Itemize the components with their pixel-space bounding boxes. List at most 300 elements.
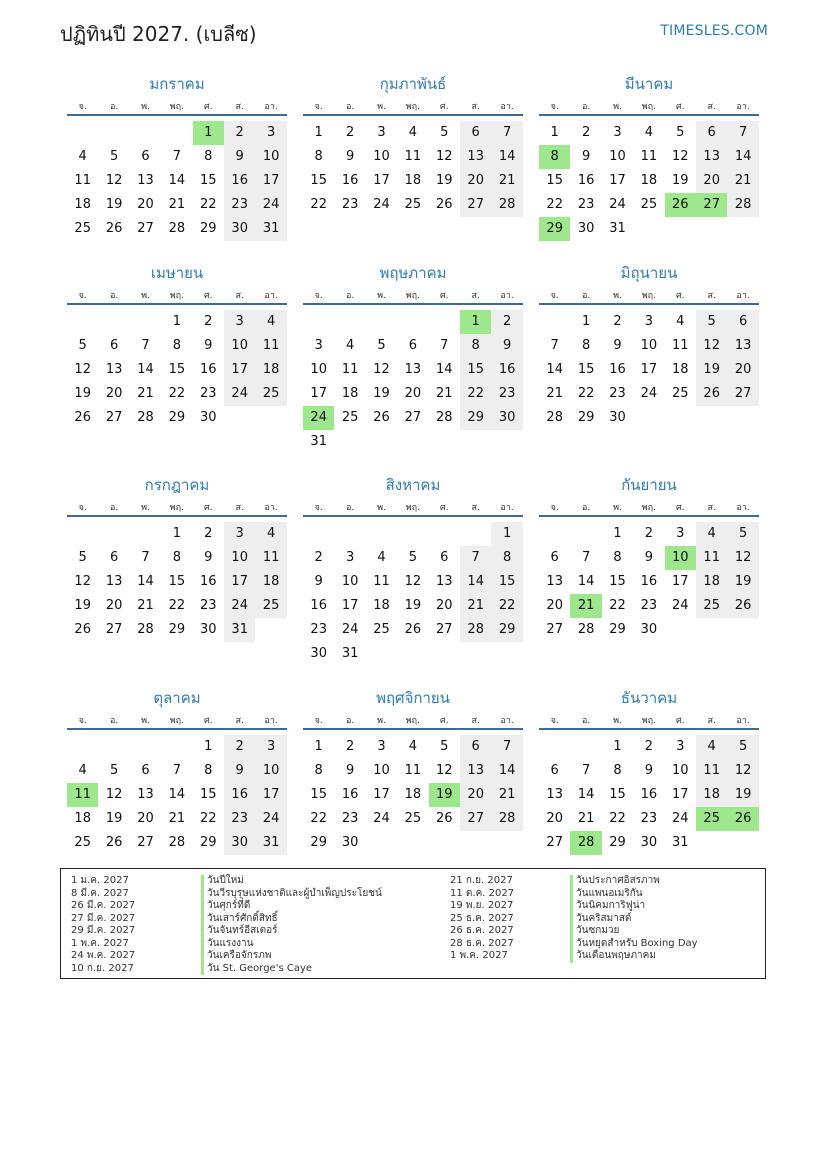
calendar-day: 25 bbox=[696, 594, 727, 618]
weekday-label: อ. bbox=[109, 102, 119, 112]
calendar-day: 10 bbox=[373, 763, 390, 778]
holiday-date: 21 ก.ย. 2027 bbox=[450, 875, 513, 886]
calendar-day: 21 bbox=[577, 811, 595, 826]
weekday-label: พฤ. bbox=[405, 503, 420, 513]
calendar-day: 3 bbox=[345, 550, 355, 565]
calendar-day: 13 bbox=[436, 574, 453, 589]
calendar-day: 24 bbox=[255, 807, 286, 831]
calendar-day: 24 bbox=[373, 811, 390, 826]
holiday-date: 11 ต.ค. 2027 bbox=[450, 887, 515, 899]
calendar-day: 10 bbox=[224, 334, 255, 358]
calendar-day: 27 bbox=[404, 410, 422, 425]
header-rule bbox=[303, 303, 523, 305]
holiday-day: 28 bbox=[570, 831, 601, 855]
holiday-name: วันวีรบุรุษแห่งชาติและผู้บำเพ็ญประโยชน์ bbox=[201, 888, 382, 901]
calendar-day: 11 bbox=[404, 149, 422, 164]
weekday-label: อ. bbox=[109, 716, 119, 726]
weekday-label: อ. bbox=[109, 503, 119, 513]
weekday-label: จ. bbox=[314, 291, 323, 301]
calendar-day: 16 bbox=[640, 787, 658, 802]
calendar-day: 19 bbox=[436, 173, 453, 188]
calendar-day: 19 bbox=[105, 197, 123, 212]
calendar-day: 12 bbox=[105, 787, 123, 802]
holiday-name: วันซกมวย bbox=[570, 925, 698, 938]
calendar-day: 2 bbox=[204, 526, 213, 541]
weekday-label: ศ. bbox=[440, 716, 449, 726]
weekday-label: ศ. bbox=[676, 503, 685, 513]
calendar-day: 19 bbox=[727, 783, 758, 807]
weekday-label: พฤ. bbox=[405, 716, 420, 726]
holiday-day: 29 bbox=[539, 217, 570, 241]
calendar-day: 28 bbox=[577, 622, 595, 637]
calendar-day: 9 bbox=[314, 574, 323, 589]
weekday-label: จ. bbox=[314, 503, 323, 513]
calendar-day: 22 bbox=[491, 594, 522, 618]
month-6 bbox=[539, 261, 759, 441]
weekday-label: ส. bbox=[707, 503, 716, 513]
calendar-day: 6 bbox=[109, 550, 119, 565]
calendar-day: 1 bbox=[172, 526, 182, 541]
calendar-day: 4 bbox=[377, 550, 386, 565]
calendar-day: 7 bbox=[172, 763, 182, 778]
holiday-day: 11 bbox=[67, 783, 98, 807]
month-9 bbox=[539, 473, 759, 653]
calendar-day: 14 bbox=[460, 570, 491, 594]
calendar-day: 10 bbox=[255, 145, 286, 169]
weekday-label: จ. bbox=[550, 291, 559, 301]
calendar-day: 6 bbox=[727, 310, 758, 334]
calendar-day: 22 bbox=[609, 598, 626, 613]
weekday-label: ส. bbox=[707, 102, 716, 112]
calendar-day: 19 bbox=[672, 173, 689, 188]
calendar-day: 23 bbox=[341, 197, 359, 212]
calendar-day: 18 bbox=[404, 787, 422, 802]
calendar-day: 20 bbox=[696, 169, 727, 193]
calendar-day: 13 bbox=[105, 362, 123, 377]
calendar-day: 11 bbox=[74, 173, 91, 188]
calendar-day: 19 bbox=[727, 570, 758, 594]
calendar-day: 30 bbox=[224, 831, 255, 855]
calendar-day: 21 bbox=[491, 169, 522, 193]
calendar-day: 30 bbox=[341, 835, 359, 850]
calendar-day: 16 bbox=[491, 358, 522, 382]
calendar-day: 22 bbox=[310, 811, 327, 826]
calendar-day: 7 bbox=[491, 735, 522, 759]
calendar-day: 26 bbox=[105, 221, 123, 236]
holiday-date: 25 ธ.ค. 2027 bbox=[450, 912, 514, 924]
holiday-name: วันนิคมการิฟูน่า bbox=[570, 900, 698, 913]
weekday-label: จ. bbox=[550, 716, 559, 726]
calendar-day: 4 bbox=[345, 338, 355, 353]
month-7 bbox=[67, 473, 287, 653]
month-8 bbox=[303, 473, 523, 661]
weekday-label: จ. bbox=[550, 503, 559, 513]
weekday-label: อา. bbox=[500, 503, 514, 513]
calendar-day: 24 bbox=[672, 811, 689, 826]
calendar-day: 11 bbox=[255, 546, 286, 570]
calendar-day: 6 bbox=[696, 121, 727, 145]
calendar-day: 18 bbox=[255, 570, 286, 594]
calendar-day: 24 bbox=[255, 193, 286, 217]
calendar-day: 30 bbox=[609, 410, 626, 425]
calendar-day: 18 bbox=[404, 173, 422, 188]
weekday-label: พ. bbox=[613, 716, 622, 726]
calendar-day: 4 bbox=[78, 149, 87, 164]
calendar-day: 8 bbox=[172, 338, 182, 353]
calendar-day: 24 bbox=[609, 197, 626, 212]
calendar-day: 28 bbox=[436, 410, 453, 425]
calendar-day: 23 bbox=[310, 622, 327, 637]
calendar-day: 11 bbox=[341, 362, 359, 377]
calendar-day: 20 bbox=[460, 169, 491, 193]
holiday-name: วันเสาร์ศักดิ์สิทธิ์ bbox=[201, 913, 382, 926]
calendar-day: 7 bbox=[141, 550, 150, 565]
weekday-label: จ. bbox=[78, 291, 87, 301]
calendar-day: 6 bbox=[141, 763, 150, 778]
holiday-name: วันจันทร์อีสเตอร์ bbox=[201, 925, 382, 938]
calendar-day: 27 bbox=[105, 622, 123, 637]
calendar-day: 2 bbox=[491, 310, 522, 334]
calendar-day: 21 bbox=[137, 386, 154, 401]
calendar-day: 21 bbox=[137, 598, 154, 613]
calendar-day: 6 bbox=[109, 338, 119, 353]
calendar-day: 2 bbox=[224, 735, 255, 759]
calendar-day: 13 bbox=[460, 145, 491, 169]
calendar-day: 9 bbox=[644, 763, 654, 778]
holiday-day: 27 bbox=[696, 193, 727, 217]
month-12 bbox=[539, 686, 759, 866]
weekday-label: พ. bbox=[141, 716, 150, 726]
calendar-day: 31 bbox=[310, 434, 327, 449]
calendar-day: 18 bbox=[255, 358, 286, 382]
weekday-label: ศ. bbox=[440, 503, 449, 513]
month-name: มกราคม bbox=[149, 75, 205, 93]
calendar-day: 15 bbox=[577, 362, 595, 377]
calendar-day: 8 bbox=[314, 763, 323, 778]
weekday-label: จ. bbox=[314, 102, 323, 112]
holiday-names-column-2 bbox=[570, 875, 698, 963]
calendar-day: 8 bbox=[460, 334, 491, 358]
calendar-day: 29 bbox=[609, 622, 626, 637]
weekday-label: อา. bbox=[264, 716, 278, 726]
month-1 bbox=[67, 72, 287, 252]
calendar-day: 22 bbox=[200, 811, 217, 826]
weekday-label: พ. bbox=[377, 102, 386, 112]
calendar-day: 12 bbox=[727, 546, 758, 570]
calendar-day: 8 bbox=[581, 338, 591, 353]
weekday-label: อ. bbox=[345, 503, 355, 513]
calendar-day: 5 bbox=[109, 763, 119, 778]
calendar-day: 24 bbox=[373, 197, 390, 212]
calendar-day: 14 bbox=[491, 759, 522, 783]
calendar-day: 15 bbox=[168, 362, 186, 377]
holiday-name: วันแพนอเมริกัน bbox=[570, 888, 698, 901]
calendar-day: 12 bbox=[373, 362, 390, 377]
calendar-day: 5 bbox=[727, 522, 758, 546]
calendar-day: 1 bbox=[491, 522, 522, 546]
calendar-day: 16 bbox=[341, 787, 359, 802]
calendar-day: 9 bbox=[345, 763, 355, 778]
calendar-day: 8 bbox=[613, 550, 622, 565]
calendar-day: 18 bbox=[373, 598, 390, 613]
page-title: ปฏิทินปี 2027. (เบลีซ) bbox=[60, 22, 257, 46]
calendar-day: 24 bbox=[224, 594, 255, 618]
header-rule bbox=[67, 114, 287, 116]
holiday-date: 28 ธ.ค. 2027 bbox=[450, 937, 514, 949]
calendar-day: 27 bbox=[727, 382, 758, 406]
month-3 bbox=[539, 72, 759, 252]
holiday-name: วันประกาศอิสรภาพ bbox=[570, 875, 698, 888]
calendar-day: 31 bbox=[255, 217, 286, 241]
weekday-label: อ. bbox=[109, 291, 119, 301]
calendar-day: 11 bbox=[255, 334, 286, 358]
calendar-day: 2 bbox=[644, 739, 654, 754]
weekday-label: อ. bbox=[345, 291, 355, 301]
calendar-day: 25 bbox=[341, 410, 359, 425]
calendar-day: 1 bbox=[314, 739, 323, 754]
weekday-label: ศ. bbox=[204, 102, 213, 112]
calendar-day: 23 bbox=[577, 197, 595, 212]
weekday-label: พ. bbox=[377, 291, 386, 301]
calendar-day: 27 bbox=[137, 835, 154, 850]
calendar-day: 5 bbox=[78, 550, 87, 565]
calendar-day: 12 bbox=[672, 149, 689, 164]
weekday-label: อ. bbox=[581, 291, 591, 301]
calendar-day: 28 bbox=[168, 221, 186, 236]
calendar-day: 9 bbox=[581, 149, 591, 164]
calendar-day: 20 bbox=[105, 598, 123, 613]
calendar-day: 2 bbox=[644, 526, 654, 541]
calendar-day: 28 bbox=[460, 618, 491, 642]
calendar-day: 8 bbox=[172, 550, 182, 565]
calendar-day: 20 bbox=[105, 386, 123, 401]
calendar-day: 7 bbox=[172, 149, 182, 164]
calendar-day: 27 bbox=[436, 622, 453, 637]
holiday-name: วันปีใหม่ bbox=[201, 875, 382, 888]
calendar-day: 18 bbox=[696, 570, 727, 594]
calendar-day: 17 bbox=[373, 787, 390, 802]
weekday-label: พ. bbox=[377, 716, 386, 726]
calendar-day: 17 bbox=[224, 358, 255, 382]
calendar-day: 23 bbox=[640, 811, 658, 826]
calendar-day: 6 bbox=[440, 550, 449, 565]
holiday-date: 1 ม.ค. 2027 bbox=[71, 875, 129, 886]
calendar-day: 24 bbox=[341, 622, 359, 637]
holiday-day: 1 bbox=[193, 121, 224, 145]
calendar-day: 18 bbox=[672, 362, 689, 377]
calendar-day: 4 bbox=[255, 310, 286, 334]
calendar-day: 3 bbox=[377, 739, 386, 754]
calendar-day: 29 bbox=[168, 622, 186, 637]
calendar-day: 26 bbox=[74, 622, 91, 637]
weekday-label: อา. bbox=[500, 291, 514, 301]
calendar-day: 2 bbox=[345, 125, 355, 140]
calendar-day: 29 bbox=[200, 221, 217, 236]
calendar-day: 17 bbox=[640, 362, 658, 377]
weekday-label: จ. bbox=[78, 716, 87, 726]
calendar-day: 5 bbox=[696, 310, 727, 334]
calendar-day: 9 bbox=[613, 338, 622, 353]
holiday-date: 10 ก.ย. 2027 bbox=[71, 962, 134, 974]
calendar-day: 3 bbox=[224, 522, 255, 546]
holiday-day: 21 bbox=[570, 594, 601, 618]
calendar-day: 22 bbox=[200, 197, 217, 212]
weekday-label: ส. bbox=[471, 102, 480, 112]
calendar-day: 9 bbox=[204, 550, 213, 565]
calendar-day: 14 bbox=[491, 145, 522, 169]
calendar-day: 15 bbox=[310, 787, 327, 802]
calendar-day: 4 bbox=[408, 739, 418, 754]
calendar-day: 21 bbox=[727, 169, 758, 193]
calendar-day: 5 bbox=[408, 550, 418, 565]
calendar-day: 20 bbox=[727, 358, 758, 382]
weekday-label: พ. bbox=[377, 503, 386, 513]
calendar-day: 3 bbox=[676, 526, 685, 541]
calendar-day: 28 bbox=[727, 193, 758, 217]
month-name: กรกฎาคม bbox=[144, 476, 210, 494]
calendar-day: 12 bbox=[436, 149, 453, 164]
calendar-day: 9 bbox=[491, 334, 522, 358]
weekday-label: อา. bbox=[736, 503, 750, 513]
calendar-day: 29 bbox=[310, 835, 327, 850]
month-name: พฤศจิกายน bbox=[376, 689, 450, 707]
calendar-day: 27 bbox=[137, 221, 154, 236]
header-rule bbox=[67, 515, 287, 517]
calendar-day: 4 bbox=[696, 522, 727, 546]
calendar-day: 7 bbox=[581, 550, 591, 565]
calendar-day: 20 bbox=[546, 598, 563, 613]
holiday-name: วัน St. George's Caye bbox=[201, 963, 382, 976]
calendar-day: 27 bbox=[105, 410, 123, 425]
brand-link[interactable]: TIMESLES.COM bbox=[660, 23, 768, 39]
calendar-day: 21 bbox=[546, 386, 563, 401]
calendar-day: 25 bbox=[255, 382, 286, 406]
calendar-day: 19 bbox=[404, 598, 422, 613]
calendar-day: 22 bbox=[609, 811, 626, 826]
calendar-day: 13 bbox=[137, 173, 154, 188]
calendar-day: 3 bbox=[644, 314, 654, 329]
month-name: มีนาคม bbox=[624, 75, 674, 93]
weekday-label: พ. bbox=[141, 291, 150, 301]
header-rule bbox=[67, 303, 287, 305]
calendar-day: 4 bbox=[78, 763, 87, 778]
calendar-day: 14 bbox=[727, 145, 758, 169]
calendar-day: 13 bbox=[404, 362, 422, 377]
calendar-day: 28 bbox=[168, 835, 186, 850]
calendar-day: 30 bbox=[640, 622, 658, 637]
month-2 bbox=[303, 72, 523, 252]
weekday-label: อ. bbox=[581, 503, 591, 513]
calendar-day: 12 bbox=[436, 763, 453, 778]
weekday-label: จ. bbox=[78, 503, 87, 513]
calendar-day: 4 bbox=[676, 314, 685, 329]
calendar-day: 15 bbox=[200, 173, 217, 188]
calendar-day: 24 bbox=[640, 386, 658, 401]
calendar-day: 4 bbox=[408, 125, 418, 140]
calendar-day: 16 bbox=[200, 574, 217, 589]
calendar-day: 30 bbox=[310, 646, 327, 661]
calendar-day: 5 bbox=[377, 338, 386, 353]
calendar-day: 23 bbox=[224, 193, 255, 217]
calendar-day: 25 bbox=[255, 594, 286, 618]
calendar-day: 12 bbox=[105, 173, 123, 188]
calendar-day: 29 bbox=[491, 618, 522, 642]
holiday-day: 26 bbox=[727, 807, 758, 831]
header-rule bbox=[539, 114, 759, 116]
calendar-day: 22 bbox=[310, 197, 327, 212]
calendar-day: 25 bbox=[404, 197, 422, 212]
weekday-label: ส. bbox=[471, 503, 480, 513]
calendar-day: 4 bbox=[255, 522, 286, 546]
weekday-label: ส. bbox=[707, 291, 716, 301]
calendar-day: 15 bbox=[460, 358, 491, 382]
calendar-day: 2 bbox=[613, 314, 622, 329]
calendar-day: 17 bbox=[672, 574, 689, 589]
holiday-day: 24 bbox=[303, 406, 334, 430]
calendar-day: 27 bbox=[546, 835, 563, 850]
calendar-day: 20 bbox=[137, 197, 154, 212]
weekday-label: จ. bbox=[550, 102, 559, 112]
weekday-label: พฤ. bbox=[405, 291, 420, 301]
month-10 bbox=[67, 686, 287, 866]
calendar-day: 14 bbox=[436, 362, 453, 377]
calendar-day: 23 bbox=[640, 598, 658, 613]
calendar-day: 27 bbox=[546, 622, 563, 637]
calendar-day: 7 bbox=[460, 546, 491, 570]
calendar-day: 30 bbox=[200, 622, 217, 637]
calendar-day: 9 bbox=[644, 550, 654, 565]
calendar-day: 12 bbox=[404, 574, 422, 589]
calendar-day: 3 bbox=[377, 125, 386, 140]
weekday-label: พ. bbox=[613, 503, 622, 513]
calendar-day: 11 bbox=[672, 338, 689, 353]
month-name: สิงหาคม bbox=[385, 476, 441, 494]
calendar-day: 29 bbox=[200, 835, 217, 850]
calendar-day: 23 bbox=[341, 811, 359, 826]
month-name: มิถุนายน bbox=[620, 264, 678, 282]
calendar-day: 11 bbox=[696, 546, 727, 570]
holiday-name: วันคริสมาสต์ bbox=[570, 913, 698, 926]
holiday-day: 26 bbox=[665, 193, 696, 217]
weekday-label: พฤ. bbox=[641, 503, 656, 513]
calendar-day: 9 bbox=[204, 338, 213, 353]
weekday-label: พฤ. bbox=[641, 291, 656, 301]
calendar-day: 18 bbox=[341, 386, 359, 401]
calendar-day: 17 bbox=[373, 173, 390, 188]
calendar-day: 23 bbox=[200, 386, 217, 401]
calendar-day: 24 bbox=[672, 598, 689, 613]
calendar-day: 13 bbox=[727, 334, 758, 358]
calendar-day: 30 bbox=[491, 406, 522, 430]
calendar-day: 7 bbox=[491, 121, 522, 145]
holiday-name: วันเดือนพฤษภาคม bbox=[570, 950, 698, 963]
calendar-day: 19 bbox=[105, 811, 123, 826]
calendar-day: 30 bbox=[200, 410, 217, 425]
calendar-day: 1 bbox=[550, 125, 559, 140]
weekday-label: อา. bbox=[736, 716, 750, 726]
calendar-day: 18 bbox=[74, 197, 91, 212]
calendar-day: 7 bbox=[550, 338, 559, 353]
calendar-day: 11 bbox=[373, 574, 390, 589]
calendar-day: 9 bbox=[224, 759, 255, 783]
calendar-day: 18 bbox=[640, 173, 658, 188]
calendar-day: 12 bbox=[74, 574, 91, 589]
calendar-day: 18 bbox=[74, 811, 91, 826]
calendar-day: 25 bbox=[74, 221, 91, 236]
calendar-day: 13 bbox=[696, 145, 727, 169]
calendar-day: 16 bbox=[310, 598, 327, 613]
calendar-day: 18 bbox=[696, 783, 727, 807]
